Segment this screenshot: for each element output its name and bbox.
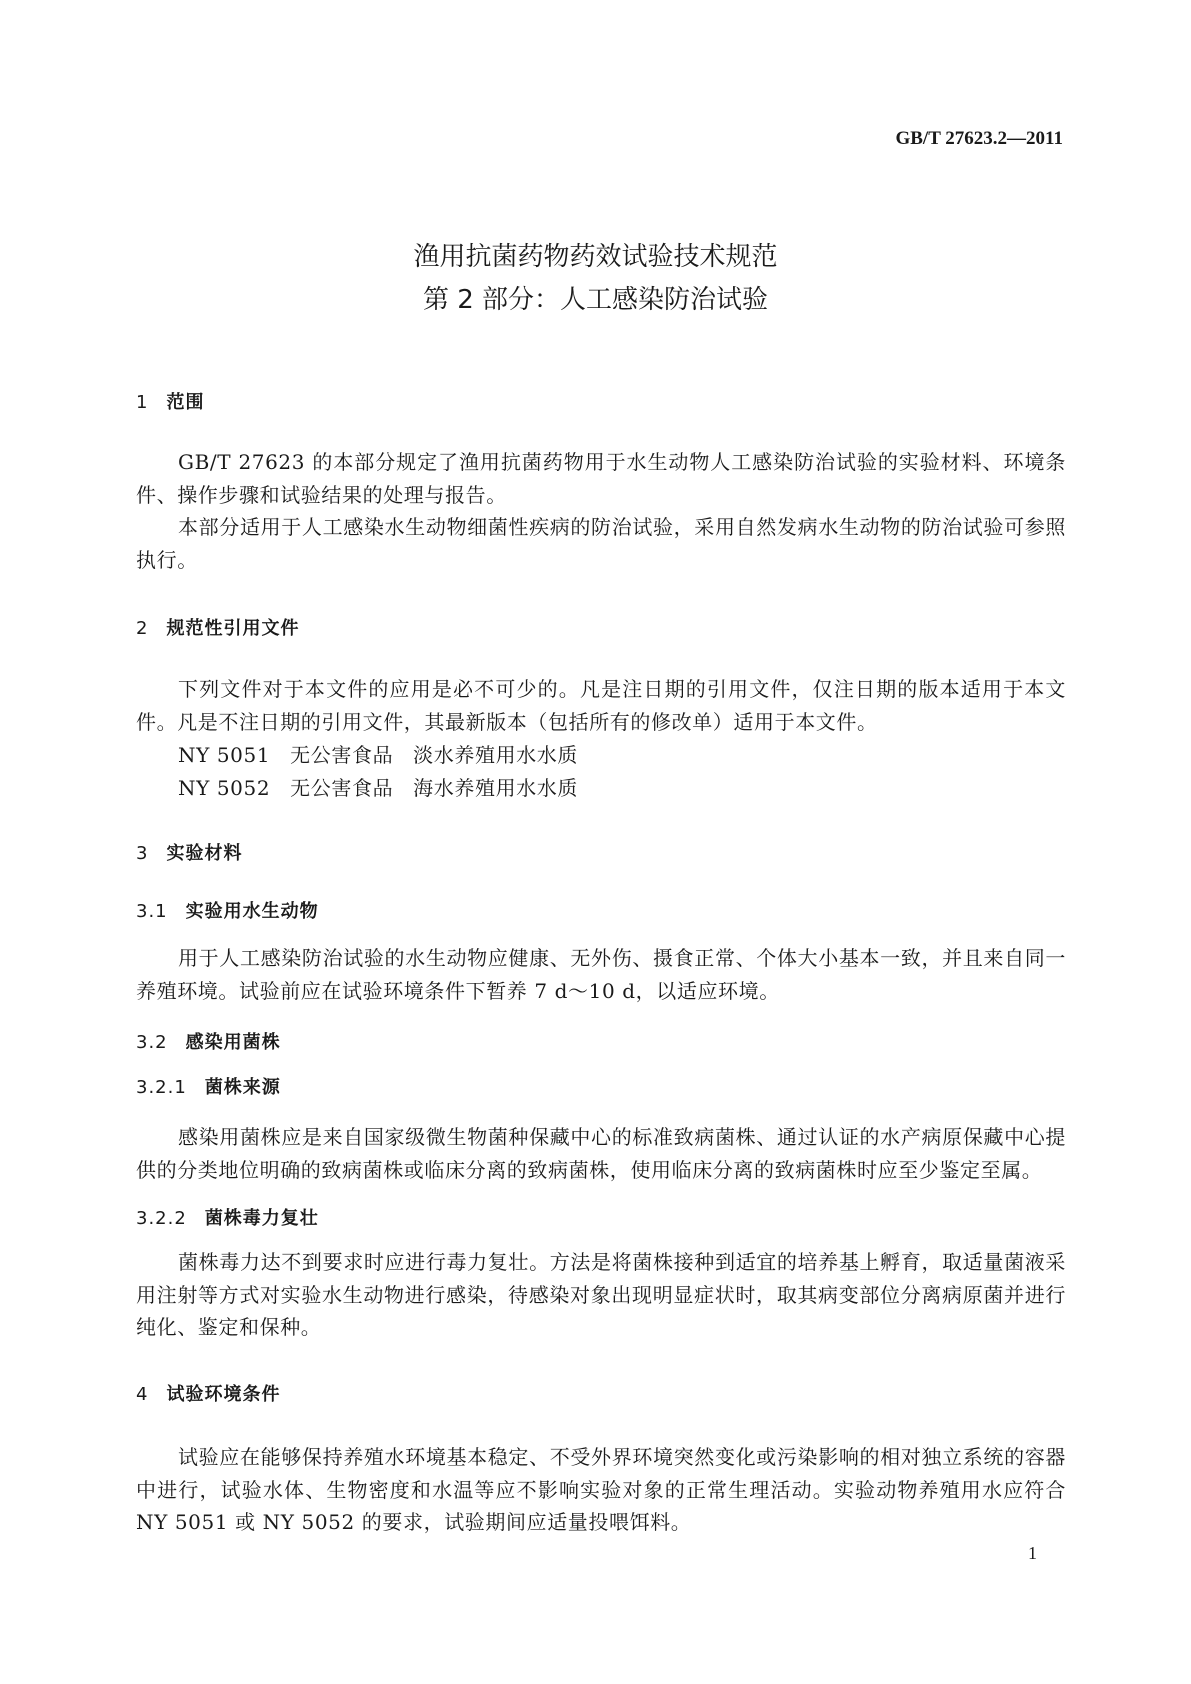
reference-item — [178, 772, 598, 801]
section-heading-3-1 — [136, 897, 319, 923]
section-heading-2 — [136, 614, 299, 640]
paragraph: 本部分适用于人工感染水生动物细菌性疾病的防治试验，采用自然发病水生动物的防治试验可参照执行。 — [136, 515, 1066, 572]
reference-title: 淡水养殖用水水质 — [413, 743, 578, 767]
section-number: 3.2.1 — [136, 1077, 187, 1098]
paragraph: GB/T 27623 的本部分规定了渔用抗菌药物用于水生动物人工感染防治试验的实验材料、环境条件、操作步骤和试验结果的处理与报告。 — [136, 450, 1066, 507]
paragraph: 下列文件对于本文件的应用是必不可少的。凡是注日期的引用文件，仅注日期的版本适用于本文件。凡是不注日期的引用文件，其最新版本（包括所有的修改单）适用于本文件。 — [136, 677, 1066, 734]
section-number: 3.2.2 — [136, 1208, 187, 1229]
section-heading-3-2 — [136, 1028, 281, 1054]
standard-number: GB/T 27623.2—2011 — [895, 128, 1063, 149]
paragraph: 感染用菌株应是来自国家级微生物菌种保藏中心的标准致病菌株、通过认证的水产病原保藏中心提供的分类地位明确的致病菌株或临床分离的致病菌株，使用临床分离的致病菌株时应至少鉴定至属。 — [136, 1125, 1066, 1182]
section-number: 4 — [136, 1384, 149, 1405]
paragraph: 用于人工感染防治试验的水生动物应健康、无外伤、摄食正常、个体大小基本一致，并且来自同一养殖环境。试验前应在试验环境条件下暂养 7 d～10 d，以适应环境。 — [136, 946, 1066, 1003]
section-number: 3 — [136, 843, 149, 864]
reference-category: 无公害食品 — [290, 776, 394, 800]
reference-item — [178, 739, 598, 768]
section-title: 规范性引用文件 — [166, 618, 300, 639]
section-title: 菌株来源 — [204, 1077, 281, 1098]
section-heading-3 — [136, 839, 242, 865]
section-number: 3.1 — [136, 901, 168, 922]
section-number: 2 — [136, 618, 149, 639]
section-title: 实验用水生动物 — [185, 901, 319, 922]
section-number: 1 — [136, 392, 149, 413]
page-number: 1 — [1028, 1543, 1037, 1563]
document-subtitle: 第 2 部分：人工感染防治试验 — [422, 285, 769, 315]
section-heading-3-2-1 — [136, 1073, 281, 1099]
section-number: 3.2 — [136, 1032, 168, 1053]
section-heading-3-2-2 — [136, 1204, 319, 1230]
reference-title: 海水养殖用水水质 — [413, 776, 578, 800]
section-title: 菌株毒力复壮 — [204, 1208, 319, 1229]
reference-code: NY 5051 — [178, 743, 271, 767]
section-heading-4 — [136, 1380, 280, 1406]
section-heading-1 — [136, 388, 204, 414]
reference-category: 无公害食品 — [290, 743, 394, 767]
paragraph: 菌株毒力达不到要求时应进行毒力复壮。方法是将菌株接种到适宜的培养基上孵育，取适量菌液采用注射等方式对实验水生动物进行感染，待感染对象出现明显症状时，取其病变部位分离病原菌并进行纯化、鉴定和保种。 — [136, 1250, 1066, 1339]
reference-code: NY 5052 — [178, 776, 271, 800]
section-title: 试验环境条件 — [166, 1384, 281, 1405]
document-title: 渔用抗菌药物药效试验技术规范 — [413, 242, 778, 272]
section-title: 范围 — [166, 392, 205, 413]
paragraph: 试验应在能够保持养殖水环境基本稳定、不受外界环境突然变化或污染影响的相对独立系统的容器中进行，试验水体、生物密度和水温等应不影响实验对象的正常生理活动。实验动物养殖用水应符合 NY 5051 或 NY 5052 的要求，试验期间应适量投喂饵料。 — [136, 1445, 1066, 1534]
section-title: 感染用菌株 — [185, 1032, 281, 1053]
section-title: 实验材料 — [166, 843, 243, 864]
